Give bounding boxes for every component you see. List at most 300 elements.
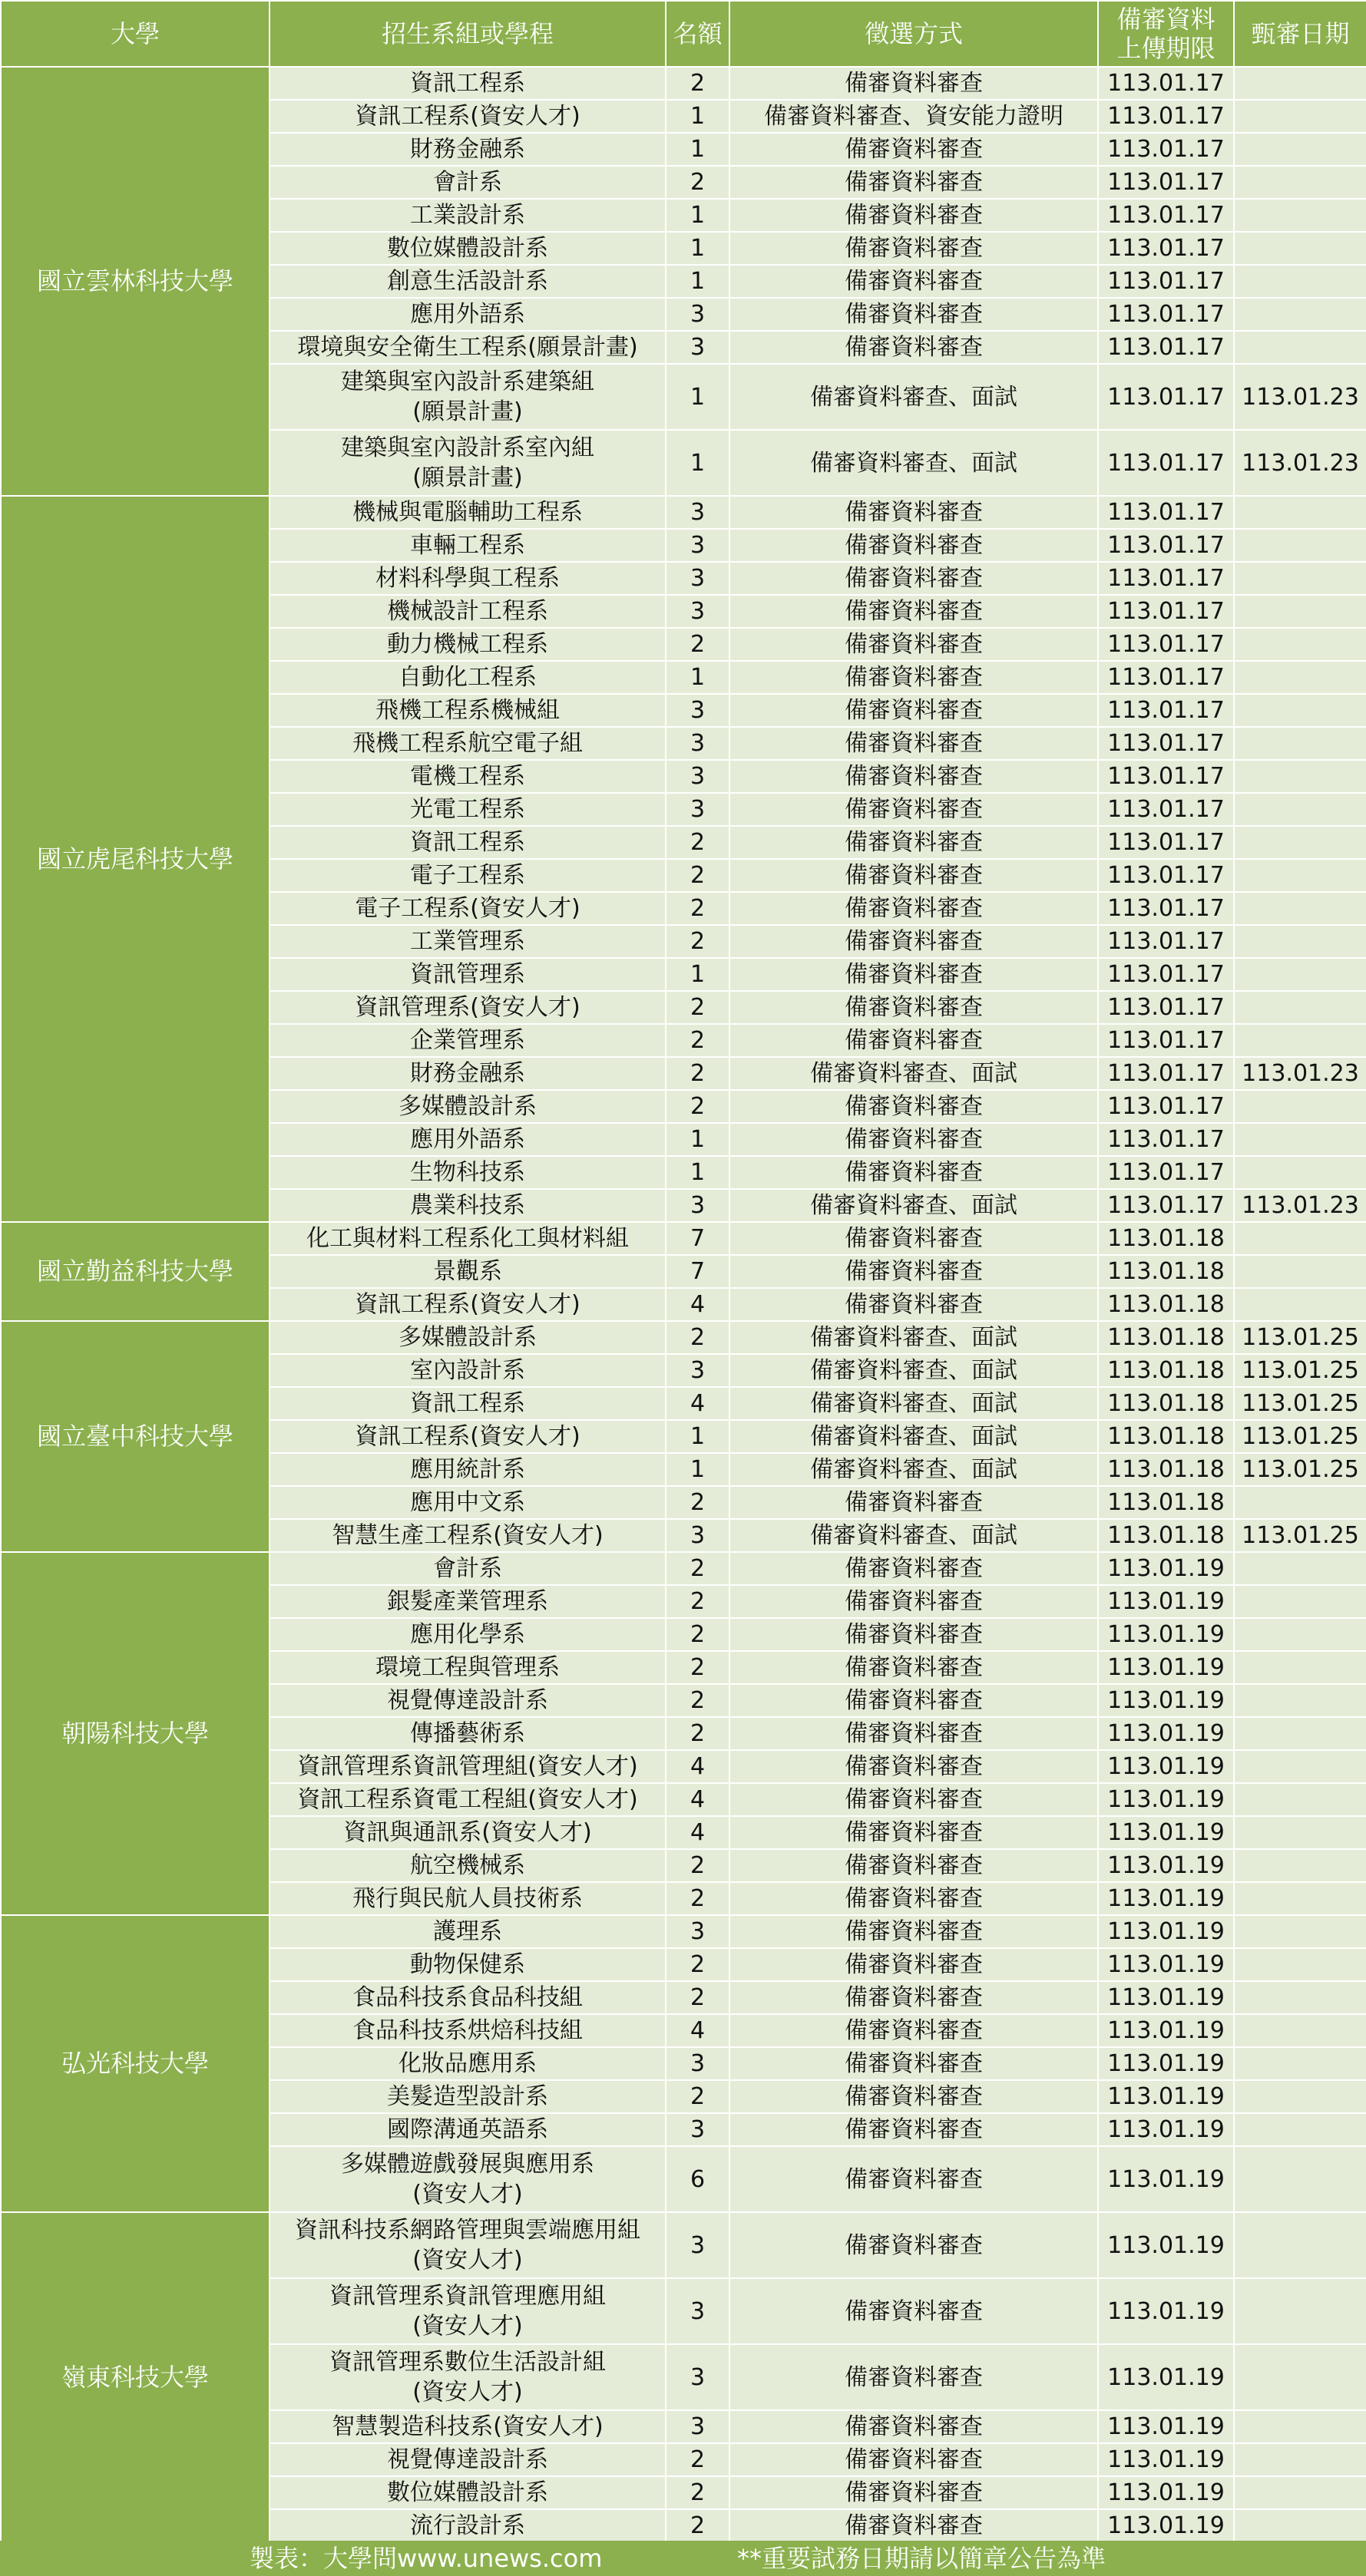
method-cell: 備審資料審查 [729,1816,1098,1849]
review-date-cell [1234,1585,1366,1618]
deadline-cell: 113.01.19 [1098,1552,1234,1585]
review-date-cell [1234,1849,1366,1882]
deadline-cell: 113.01.17 [1098,562,1234,595]
program-cell: 航空機械系 [270,1849,666,1882]
deadline-cell: 113.01.17 [1098,1189,1234,1222]
quota-cell: 1 [666,133,729,166]
method-cell: 備審資料審查 [729,232,1098,265]
method-cell: 備審資料審查 [729,166,1098,199]
program-cell [270,2146,666,2212]
method-cell: 備審資料審查、面試 [729,1420,1098,1453]
header-deadline-line2: 上傳期限 [1116,34,1216,63]
method-cell: 備審資料審查 [729,265,1098,298]
review-date-cell [1234,991,1366,1024]
program-cell [270,430,666,496]
deadline-cell: 113.01.19 [1098,1816,1234,1849]
program-cell: 電機工程系 [270,760,666,793]
review-date-cell [1234,2113,1366,2146]
program-cell: 國際溝通英語系 [270,2113,666,2146]
deadline-cell: 113.01.17 [1098,694,1234,727]
method-cell: 備審資料審查 [729,859,1098,892]
program-cell: 農業科技系 [270,1189,666,1222]
quota-cell: 2 [666,859,729,892]
program-cell: 化工與材料工程系化工與材料組 [270,1222,666,1255]
quota-cell: 3 [666,1915,729,1948]
quota-cell: 3 [666,529,729,562]
header-quota: 名額 [666,1,729,67]
quota-cell: 2 [666,166,729,199]
program-cell: 智慧製造科技系(資安人才) [270,2410,666,2443]
method-cell: 備審資料審查 [729,1486,1098,1519]
review-date-cell [1234,2509,1366,2542]
header-review-date: 甄審日期 [1234,1,1366,67]
quota-cell: 3 [666,2410,729,2443]
method-cell: 備審資料審查、資安能力證明 [729,100,1098,133]
quota-cell: 2 [666,991,729,1024]
deadline-cell: 113.01.17 [1098,859,1234,892]
method-cell: 備審資料審查 [729,2509,1098,2542]
program-cell: 動力機械工程系 [270,628,666,661]
program-cell: 會計系 [270,1552,666,1585]
deadline-cell: 113.01.19 [1098,2113,1234,2146]
review-date-cell [1234,232,1366,265]
deadline-cell: 113.01.17 [1098,826,1234,859]
quota-cell: 2 [666,1849,729,1882]
review-date-cell [1234,1750,1366,1783]
deadline-cell: 113.01.18 [1098,1288,1234,1321]
quota-cell: 3 [666,727,729,760]
deadline-cell: 113.01.18 [1098,1387,1234,1420]
program-cell: 光電工程系 [270,793,666,826]
method-cell: 備審資料審查 [729,2113,1098,2146]
method-cell: 備審資料審查 [729,1981,1098,2014]
deadline-cell: 113.01.17 [1098,991,1234,1024]
header-row [1,1,1366,67]
university-name: 朝陽科技大學 [1,1552,270,1915]
quota-cell: 4 [666,1288,729,1321]
header-deadline [1098,1,1234,67]
quota-cell: 1 [666,199,729,232]
deadline-cell: 113.01.19 [1098,2014,1234,2047]
review-date-cell [1234,2212,1366,2278]
review-date-cell [1234,1717,1366,1750]
method-cell: 備審資料審查 [729,1255,1098,1288]
review-date-cell [1234,1156,1366,1189]
program-cell: 銀髮產業管理系 [270,1585,666,1618]
deadline-cell: 113.01.18 [1098,1321,1234,1354]
quota-cell: 1 [666,265,729,298]
review-date-cell [1234,265,1366,298]
method-cell: 備審資料審查 [729,1948,1098,1981]
review-date-cell [1234,2410,1366,2443]
table-body [1,67,1366,2542]
review-date-cell [1234,2014,1366,2047]
university-name: 國立臺中科技大學 [1,1321,270,1552]
method-cell: 備審資料審查 [729,826,1098,859]
deadline-cell: 113.01.19 [1098,1717,1234,1750]
deadline-cell: 113.01.17 [1098,199,1234,232]
header-method: 徵選方式 [729,1,1098,67]
review-date-cell [1234,2476,1366,2509]
method-cell: 備審資料審查 [729,892,1098,925]
method-cell: 備審資料審查 [729,1651,1098,1684]
program-cell: 動物保健系 [270,1948,666,1981]
review-date-cell [1234,1486,1366,1519]
program-cell [270,364,666,430]
review-date-cell [1234,298,1366,331]
program-cell: 資訊管理系 [270,958,666,991]
program-cell: 食品科技系食品科技組 [270,1981,666,2014]
program-cell: 資訊工程系資電工程組(資安人才) [270,1783,666,1816]
method-cell: 備審資料審查 [729,199,1098,232]
university-name: 國立勤益科技大學 [1,1222,270,1321]
program-cell: 多媒體設計系 [270,1090,666,1123]
quota-cell: 2 [666,1684,729,1717]
program-cell: 電子工程系 [270,859,666,892]
review-date-cell [1234,892,1366,925]
quota-cell: 2 [666,2476,729,2509]
program-cell: 生物科技系 [270,1156,666,1189]
review-date-cell [1234,1684,1366,1717]
program-cell: 工業設計系 [270,199,666,232]
method-cell: 備審資料審查 [729,1783,1098,1816]
quota-cell: 2 [666,628,729,661]
method-cell: 備審資料審查 [729,2476,1098,2509]
program-cell: 視覺傳達設計系 [270,2443,666,2476]
program-cell: 工業管理系 [270,925,666,958]
review-date-cell [1234,2080,1366,2113]
deadline-cell: 113.01.17 [1098,727,1234,760]
quota-cell: 2 [666,925,729,958]
review-date-cell [1234,2278,1366,2344]
deadline-cell: 113.01.17 [1098,892,1234,925]
quota-cell: 1 [666,232,729,265]
quota-cell: 3 [666,562,729,595]
deadline-cell: 113.01.17 [1098,661,1234,694]
deadline-cell: 113.01.19 [1098,1981,1234,2014]
review-date-cell: 113.01.25 [1234,1321,1366,1354]
quota-cell: 2 [666,826,729,859]
quota-cell: 3 [666,298,729,331]
method-cell: 備審資料審查 [729,2146,1098,2212]
method-cell: 備審資料審查 [729,1222,1098,1255]
quota-cell: 3 [666,1189,729,1222]
table-row [1,1915,1366,1948]
program-cell: 數位媒體設計系 [270,232,666,265]
quota-cell: 2 [666,1486,729,1519]
quota-cell: 4 [666,1387,729,1420]
quota-cell: 1 [666,364,729,430]
deadline-cell: 113.01.19 [1098,2410,1234,2443]
review-date-cell: 113.01.25 [1234,1453,1366,1486]
deadline-cell: 113.01.19 [1098,1882,1234,1915]
method-cell: 備審資料審查 [729,1684,1098,1717]
program-cell: 創意生活設計系 [270,265,666,298]
review-date-cell [1234,2443,1366,2476]
review-date-cell [1234,496,1366,529]
program-cell [270,2344,666,2410]
program-cell: 應用化學系 [270,1618,666,1651]
quota-cell: 3 [666,694,729,727]
method-cell: 備審資料審查、面試 [729,1387,1098,1420]
program-cell: 資訊工程系 [270,67,666,100]
review-date-cell [1234,595,1366,628]
review-date-cell [1234,958,1366,991]
quota-cell: 1 [666,1156,729,1189]
method-cell: 備審資料審查 [729,529,1098,562]
program-name-line2: (資安人才) [412,2181,523,2208]
deadline-cell: 113.01.17 [1098,925,1234,958]
method-cell: 備審資料審查 [729,2080,1098,2113]
review-date-cell [1234,628,1366,661]
method-cell: 備審資料審查、面試 [729,364,1098,430]
program-cell: 車輛工程系 [270,529,666,562]
method-cell: 備審資料審查 [729,628,1098,661]
program-cell: 應用外語系 [270,298,666,331]
program-cell: 自動化工程系 [270,661,666,694]
review-date-cell [1234,760,1366,793]
program-cell: 環境與安全衛生工程系(願景計畫) [270,331,666,364]
deadline-cell: 113.01.19 [1098,2080,1234,2113]
quota-cell: 1 [666,1420,729,1453]
quota-cell: 1 [666,430,729,496]
program-cell: 景觀系 [270,1255,666,1288]
quota-cell: 2 [666,1585,729,1618]
deadline-cell: 113.01.17 [1098,298,1234,331]
review-date-cell [1234,1816,1366,1849]
review-date-cell [1234,1024,1366,1057]
deadline-cell: 113.01.17 [1098,100,1234,133]
footer-credit: 製表：大學問www.unews.com [250,2544,603,2573]
quota-cell: 4 [666,1816,729,1849]
review-date-cell [1234,925,1366,958]
deadline-cell: 113.01.19 [1098,1948,1234,1981]
program-cell: 電子工程系(資安人才) [270,892,666,925]
review-date-cell [1234,661,1366,694]
deadline-cell: 113.01.19 [1098,1618,1234,1651]
quota-cell: 3 [666,2344,729,2410]
review-date-cell: 113.01.23 [1234,430,1366,496]
deadline-cell: 113.01.17 [1098,430,1234,496]
university-name: 國立雲林科技大學 [1,67,270,496]
review-date-cell [1234,2344,1366,2410]
deadline-cell: 113.01.19 [1098,2476,1234,2509]
university-name: 弘光科技大學 [1,1915,270,2212]
deadline-cell: 113.01.19 [1098,1783,1234,1816]
program-cell: 應用統計系 [270,1453,666,1486]
header-program: 招生系組或學程 [270,1,666,67]
program-name: 建築與室內設計系建築組 [341,368,594,395]
program-cell: 視覺傳達設計系 [270,1684,666,1717]
program-cell: 應用外語系 [270,1123,666,1156]
review-date-cell [1234,1123,1366,1156]
quota-cell: 3 [666,2113,729,2146]
review-date-cell [1234,1552,1366,1585]
quota-cell: 3 [666,595,729,628]
deadline-cell: 113.01.19 [1098,2047,1234,2080]
program-cell: 機械與電腦輔助工程系 [270,496,666,529]
deadline-cell: 113.01.17 [1098,1123,1234,1156]
method-cell: 備審資料審查、面試 [729,1519,1098,1552]
review-date-cell [1234,1915,1366,1948]
deadline-cell: 113.01.19 [1098,2509,1234,2542]
review-date-cell [1234,1882,1366,1915]
quota-cell: 1 [666,661,729,694]
quota-cell: 2 [666,1618,729,1651]
footer-note: **重要試務日期請以簡章公告為準 [737,2544,1106,2573]
quota-cell: 1 [666,1453,729,1486]
program-cell [270,2212,666,2278]
program-cell: 資訊管理系(資安人才) [270,991,666,1024]
table-row [1,1552,1366,1585]
review-date-cell [1234,1981,1366,2014]
quota-cell: 2 [666,2509,729,2542]
quota-cell: 2 [666,1948,729,1981]
deadline-cell: 113.01.17 [1098,958,1234,991]
method-cell: 備審資料審查、面試 [729,1321,1098,1354]
program-cell: 會計系 [270,166,666,199]
review-date-cell [1234,331,1366,364]
deadline-cell: 113.01.19 [1098,1915,1234,1948]
review-date-cell: 113.01.23 [1234,1057,1366,1090]
deadline-cell: 113.01.19 [1098,2212,1234,2278]
program-cell: 護理系 [270,1915,666,1948]
quota-cell: 2 [666,67,729,100]
method-cell: 備審資料審查、面試 [729,1057,1098,1090]
program-name: 資訊管理系數位生活設計組 [329,2349,606,2376]
program-cell: 室內設計系 [270,1354,666,1387]
program-name-line2: (資安人才) [412,2313,523,2340]
deadline-cell: 113.01.19 [1098,2344,1234,2410]
review-date-cell [1234,2047,1366,2080]
program-cell: 美髮造型設計系 [270,2080,666,2113]
quota-cell: 3 [666,1519,729,1552]
program-name: 建築與室內設計系室內組 [341,434,594,461]
deadline-cell: 113.01.17 [1098,793,1234,826]
method-cell: 備審資料審查 [729,67,1098,100]
method-cell: 備審資料審查 [729,2278,1098,2344]
header-deadline-line1: 備審資料 [1116,5,1216,34]
program-cell: 資訊工程系 [270,1387,666,1420]
program-name-line2: (願景計畫) [412,398,523,425]
review-date-cell [1234,826,1366,859]
method-cell: 備審資料審查 [729,2047,1098,2080]
review-date-cell [1234,67,1366,100]
review-date-cell [1234,1948,1366,1981]
program-cell: 財務金融系 [270,1057,666,1090]
deadline-cell: 113.01.19 [1098,2146,1234,2212]
table-row [1,1321,1366,1354]
deadline-cell: 113.01.17 [1098,1057,1234,1090]
program-cell: 材料科學與工程系 [270,562,666,595]
quota-cell: 1 [666,100,729,133]
table-row [1,2212,1366,2278]
program-cell: 資訊工程系(資安人才) [270,1288,666,1321]
deadline-cell: 113.01.19 [1098,1750,1234,1783]
quota-cell: 2 [666,2443,729,2476]
review-date-cell [1234,727,1366,760]
review-date-cell: 113.01.25 [1234,1387,1366,1420]
quota-cell: 7 [666,1222,729,1255]
quota-cell: 1 [666,1123,729,1156]
quota-cell: 2 [666,1882,729,1915]
review-date-cell [1234,100,1366,133]
quota-cell: 2 [666,1651,729,1684]
method-cell: 備審資料審查 [729,991,1098,1024]
review-date-cell [1234,562,1366,595]
method-cell: 備審資料審查 [729,595,1098,628]
method-cell: 備審資料審查 [729,496,1098,529]
review-date-cell: 113.01.25 [1234,1519,1366,1552]
review-date-cell: 113.01.25 [1234,1354,1366,1387]
deadline-cell: 113.01.18 [1098,1354,1234,1387]
program-cell: 食品科技系烘焙科技組 [270,2014,666,2047]
deadline-cell: 113.01.19 [1098,1651,1234,1684]
program-cell: 資訊與通訊系(資安人才) [270,1816,666,1849]
program-cell: 環境工程與管理系 [270,1651,666,1684]
deadline-cell: 113.01.17 [1098,1024,1234,1057]
method-cell: 備審資料審查 [729,925,1098,958]
method-cell: 備審資料審查 [729,2212,1098,2278]
program-name-line2: (願景計畫) [412,464,523,491]
method-cell: 備審資料審查 [729,2014,1098,2047]
program-name: 資訊管理系資訊管理應用組 [329,2283,606,2310]
review-date-cell [1234,166,1366,199]
method-cell: 備審資料審查 [729,1585,1098,1618]
quota-cell: 3 [666,760,729,793]
program-cell: 多媒體設計系 [270,1321,666,1354]
method-cell: 備審資料審查、面試 [729,1453,1098,1486]
method-cell: 備審資料審查 [729,1750,1098,1783]
method-cell: 備審資料審查 [729,1618,1098,1651]
program-cell: 機械設計工程系 [270,595,666,628]
quota-cell: 1 [666,958,729,991]
deadline-cell: 113.01.17 [1098,232,1234,265]
method-cell: 備審資料審查 [729,1123,1098,1156]
review-date-cell [1234,529,1366,562]
method-cell: 備審資料審查 [729,1024,1098,1057]
footer-bar [0,2541,1366,2576]
method-cell: 備審資料審查 [729,760,1098,793]
program-cell: 資訊工程系 [270,826,666,859]
program-cell: 飛機工程系航空電子組 [270,727,666,760]
deadline-cell: 113.01.17 [1098,595,1234,628]
method-cell: 備審資料審查 [729,661,1098,694]
quota-cell: 2 [666,2080,729,2113]
deadline-cell: 113.01.17 [1098,628,1234,661]
deadline-cell: 113.01.18 [1098,1420,1234,1453]
deadline-cell: 113.01.18 [1098,1519,1234,1552]
quota-cell: 3 [666,793,729,826]
deadline-cell: 113.01.19 [1098,2443,1234,2476]
method-cell: 備審資料審查 [729,1090,1098,1123]
deadline-cell: 113.01.17 [1098,1090,1234,1123]
deadline-cell: 113.01.17 [1098,331,1234,364]
method-cell: 備審資料審查 [729,793,1098,826]
deadline-cell: 113.01.18 [1098,1453,1234,1486]
program-cell: 流行設計系 [270,2509,666,2542]
quota-cell: 2 [666,1552,729,1585]
method-cell: 備審資料審查 [729,2344,1098,2410]
quota-cell: 3 [666,2212,729,2278]
quota-cell: 4 [666,1750,729,1783]
method-cell: 備審資料審查 [729,133,1098,166]
review-date-cell [1234,1222,1366,1255]
review-date-cell [1234,1090,1366,1123]
quota-cell: 3 [666,2047,729,2080]
method-cell: 備審資料審查、面試 [729,1189,1098,1222]
program-cell: 資訊工程系(資安人才) [270,1420,666,1453]
